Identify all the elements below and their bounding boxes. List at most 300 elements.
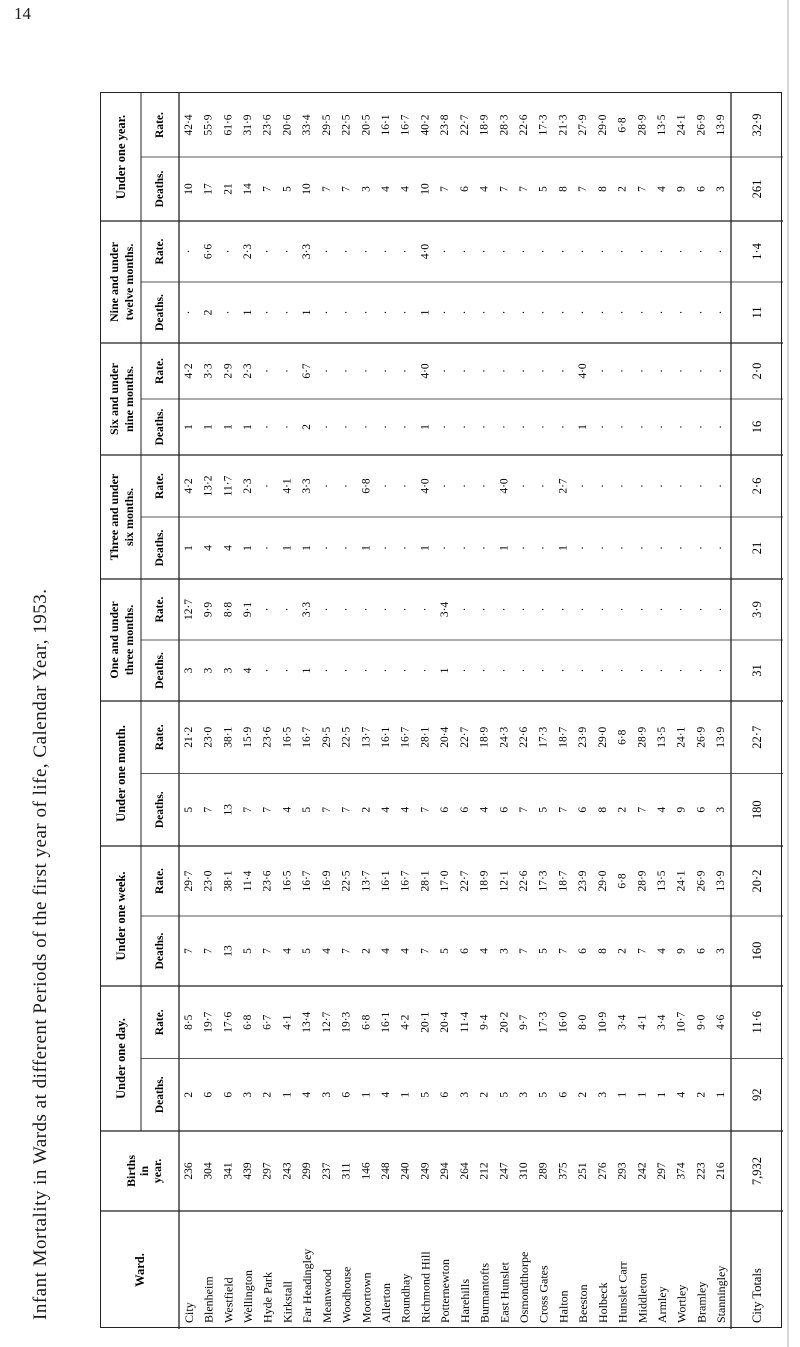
deaths-value: · [458, 668, 471, 673]
deaths-value: 6 [577, 948, 590, 954]
rate-value: 2·3 [242, 243, 254, 260]
table-title-container [30, 100, 51, 1320]
rate-value: 11·4 [458, 1011, 471, 1033]
deaths-value: 6 [498, 806, 511, 813]
deaths-value: 4 [202, 545, 215, 551]
rate-value: · [636, 484, 649, 488]
deaths-value: · [518, 425, 530, 429]
deaths-value: 1 [182, 424, 195, 430]
deaths-value: · [577, 546, 590, 550]
rate-value: 20·6 [281, 114, 294, 136]
deaths-value: · [261, 546, 274, 550]
deaths-total: 92 [750, 1088, 764, 1101]
rate-value: · [360, 369, 373, 373]
rate-value: 28·1 [419, 870, 432, 892]
rate-header: Rate. [154, 1009, 166, 1036]
births-value: 146 [360, 1162, 373, 1180]
rate-value: 23·9 [577, 726, 590, 748]
rate-value: · [537, 607, 550, 612]
deaths-value: 4 [399, 186, 412, 192]
group-label-line2: twelve months. [122, 243, 136, 321]
ward-name: Allerton [379, 1283, 393, 1323]
deaths-value: 7 [577, 186, 590, 192]
deaths-value: · [281, 310, 294, 315]
rate-value: 18·9 [478, 726, 491, 748]
deaths-value: · [261, 425, 274, 429]
rate-value: 13·4 [301, 1011, 314, 1033]
rate-value: 4·6 [715, 1014, 728, 1030]
rate-value: 17·0 [439, 870, 452, 892]
deaths-value: 7 [518, 186, 530, 192]
rate-value: 13·9 [715, 726, 728, 748]
deaths-value: 9 [675, 186, 688, 192]
deaths-value: 1 [242, 545, 254, 551]
rate-value: 24·1 [675, 726, 688, 748]
deaths-value: · [380, 668, 392, 673]
deaths-value: 7 [636, 948, 649, 954]
deaths-value: · [636, 425, 649, 429]
deaths-value: 6 [458, 186, 471, 192]
deaths-value: 13 [222, 804, 235, 816]
deaths-value: · [419, 668, 432, 673]
deaths-value: 5 [419, 1091, 432, 1098]
rate-value: · [261, 484, 274, 488]
births-value: 236 [182, 1162, 195, 1180]
rate-value: 16·1 [380, 870, 392, 892]
rate-value: · [675, 249, 688, 254]
births-value: 293 [616, 1162, 629, 1180]
rate-total: 22·7 [750, 725, 764, 749]
births-value: 247 [498, 1162, 511, 1180]
deaths-value: 4 [281, 806, 294, 813]
deaths-value: 4 [399, 948, 412, 954]
deaths-value: · [340, 310, 353, 315]
rate-value: 10·7 [675, 1011, 688, 1033]
rate-value: 6·7 [301, 363, 314, 379]
rate-total: 2·0 [750, 362, 764, 380]
rate-value: · [518, 484, 530, 488]
deaths-value: 5 [498, 1091, 511, 1098]
rate-value: 6·8 [616, 117, 629, 133]
rate-value: 17·3 [537, 726, 550, 748]
rate-value: 17·3 [537, 1011, 550, 1033]
rate-value: 4·2 [182, 478, 195, 494]
ward-name: City [181, 1302, 196, 1323]
rate-value: · [656, 249, 668, 254]
deaths-value: · [380, 425, 392, 429]
deaths-value: · [320, 425, 333, 429]
deaths-value: 6 [577, 806, 590, 813]
deaths-value: · [656, 425, 668, 429]
rate-value: 16·7 [399, 726, 412, 748]
births-value: 212 [478, 1162, 491, 1180]
rate-value: 6·7 [261, 1014, 274, 1030]
rate-value: · [478, 249, 491, 254]
deaths-value: 1 [399, 1091, 412, 1098]
rate-value: 13·9 [715, 870, 728, 892]
deaths-value: 4 [478, 806, 491, 813]
deaths-value: 4 [656, 806, 668, 813]
rate-value: 28·9 [636, 114, 649, 136]
births-value: 242 [636, 1162, 649, 1180]
ward-name: Cross Gates [536, 1265, 551, 1323]
deaths-value: · [695, 310, 708, 315]
rate-value: · [458, 607, 471, 612]
deaths-value: 4 [478, 948, 491, 954]
deaths-value: · [675, 425, 688, 429]
deaths-value: 1 [419, 545, 432, 551]
rate-value: 16·1 [380, 114, 392, 136]
deaths-value: · [281, 425, 294, 429]
rate-value: 4·0 [419, 243, 432, 260]
rate-value: 4·0 [419, 478, 432, 494]
rate-value: 3·3 [301, 601, 314, 618]
rate-value: 33·4 [301, 114, 314, 136]
deaths-value: · [537, 310, 550, 315]
rate-value: 29·0 [596, 726, 609, 748]
rate-value: · [656, 484, 668, 488]
deaths-value: 5 [537, 806, 550, 813]
group-label: Under one day. [114, 1018, 128, 1099]
rate-value: · [182, 249, 195, 254]
deaths-value: 7 [261, 186, 274, 192]
rate-value: 11·7 [222, 475, 235, 497]
deaths-value: 1 [715, 1091, 728, 1098]
rate-value: 6·8 [360, 1014, 373, 1030]
rate-header: Rate. [154, 473, 166, 499]
rate-value: 23·8 [439, 114, 452, 136]
deaths-header: Deaths. [154, 1076, 166, 1114]
rate-value: · [616, 484, 629, 488]
ward-name: Armley [655, 1286, 669, 1323]
rate-value: 20·2 [498, 1011, 511, 1033]
deaths-value: · [439, 425, 452, 429]
deaths-value: 1 [242, 309, 254, 316]
deaths-value: · [498, 668, 511, 673]
deaths-value: 1 [577, 424, 590, 430]
deaths-value: 7 [557, 948, 570, 954]
rate-value: · [399, 249, 412, 254]
ward-name: East Hunslet [497, 1262, 512, 1323]
deaths-value: 7 [518, 948, 530, 954]
deaths-value: 7 [320, 186, 333, 192]
rate-value: 2·7 [557, 478, 570, 494]
deaths-value: · [399, 668, 412, 673]
deaths-header: Deaths. [154, 932, 166, 970]
deaths-value: 7 [340, 186, 353, 192]
rate-value: · [419, 607, 432, 612]
rate-value: 22·5 [340, 870, 353, 892]
rate-value: 3·4 [656, 1014, 668, 1030]
deaths-value: 6 [458, 948, 471, 954]
deaths-value: · [439, 310, 452, 315]
rate-value: · [616, 607, 629, 612]
rate-value: · [636, 369, 649, 373]
deaths-value: 4 [380, 948, 392, 954]
deaths-value: · [636, 546, 649, 550]
deaths-value: 7 [518, 806, 530, 813]
deaths-value: · [498, 425, 511, 429]
deaths-value: · [596, 546, 609, 550]
deaths-value: · [261, 668, 274, 673]
rate-value: · [498, 607, 511, 612]
rate-value: 16·7 [301, 870, 314, 892]
deaths-value: 1 [656, 1091, 668, 1098]
rate-value: 22·7 [458, 114, 471, 136]
deaths-value: · [715, 425, 728, 429]
rate-value: 12·7 [320, 1011, 333, 1033]
deaths-value: 6 [695, 948, 708, 954]
ward-name: Beeston [576, 1284, 591, 1323]
rate-value: · [281, 369, 294, 373]
rate-value: 4·0 [577, 363, 590, 379]
rate-value: 23·6 [261, 114, 274, 136]
births-value: 289 [537, 1162, 550, 1180]
deaths-value: · [478, 546, 491, 550]
rate-value: · [320, 484, 333, 488]
rate-value: · [360, 607, 373, 612]
deaths-value: 1 [360, 545, 373, 551]
deaths-value: 6 [557, 1091, 570, 1098]
deaths-value: 7 [242, 806, 254, 813]
rate-value: 16·9 [320, 870, 333, 892]
deaths-value: · [675, 668, 688, 673]
deaths-value: 6 [695, 806, 708, 813]
deaths-value: 4 [675, 1091, 688, 1098]
deaths-value: 1 [202, 424, 215, 430]
deaths-value: · [458, 425, 471, 429]
ward-name: Middleton [635, 1273, 650, 1323]
group-label-line2: nine months. [122, 365, 136, 433]
rate-value: · [715, 249, 728, 254]
deaths-value: 8 [596, 186, 609, 192]
rate-value: 9·7 [518, 1014, 530, 1030]
rate-value: 8·8 [222, 601, 235, 618]
rate-total: 1·4 [750, 243, 764, 260]
rate-value: · [439, 484, 452, 488]
deaths-value: 2 [360, 948, 373, 954]
ward-header: Ward. [133, 1253, 147, 1287]
rate-value: 9·4 [478, 1014, 491, 1030]
rate-value: · [261, 249, 274, 254]
mortality-table-svg [101, 93, 783, 1329]
deaths-value: 5 [242, 948, 254, 954]
deaths-header: Deaths. [154, 529, 166, 567]
mortality-table [100, 92, 782, 1328]
deaths-header: Deaths. [154, 408, 166, 446]
deaths-value: · [656, 310, 668, 315]
rate-value: 26·9 [695, 870, 708, 892]
deaths-value: 1 [242, 424, 254, 430]
births-value: 243 [281, 1162, 294, 1180]
deaths-value: 4 [656, 948, 668, 954]
rate-value: · [675, 607, 688, 612]
rate-value: 6·6 [202, 243, 215, 260]
rate-value: · [616, 369, 629, 373]
deaths-value: 4 [320, 948, 333, 954]
births-value: 375 [557, 1162, 570, 1180]
deaths-value: 7 [340, 806, 353, 813]
rate-value: 13·5 [656, 726, 668, 748]
deaths-value: 1 [636, 1091, 649, 1098]
rate-value: 2·3 [242, 478, 254, 494]
births-value: 251 [577, 1162, 590, 1180]
deaths-value: · [380, 310, 392, 315]
deaths-total: 21 [750, 541, 764, 555]
deaths-value: · [518, 546, 530, 550]
deaths-value: 2 [182, 1091, 195, 1098]
ward-name: Stanningley [714, 1265, 729, 1323]
deaths-value: 5 [537, 1091, 550, 1098]
deaths-value: 8 [596, 948, 609, 954]
rate-value: · [656, 369, 668, 373]
births-total: 7,932 [750, 1156, 764, 1186]
births-value: 297 [656, 1162, 668, 1180]
births-value: 276 [596, 1162, 609, 1180]
deaths-value: 3 [320, 1091, 333, 1098]
deaths-value: 3 [182, 667, 195, 674]
rate-value: 18·7 [557, 726, 570, 748]
rate-value: · [695, 484, 708, 488]
rate-value: · [656, 607, 668, 612]
rate-value: · [518, 369, 530, 373]
rate-value: 42·4 [182, 114, 195, 136]
rate-value: 22·7 [458, 870, 471, 892]
deaths-value: · [518, 668, 530, 673]
deaths-value: 1 [182, 545, 195, 551]
births-value: 341 [222, 1162, 235, 1180]
deaths-value: 7 [636, 806, 649, 813]
rate-value: · [380, 484, 392, 488]
rate-value: 9·1 [242, 601, 254, 618]
deaths-value: 17 [202, 183, 215, 195]
rate-value: 16·7 [399, 870, 412, 892]
rate-value: 13·9 [715, 114, 728, 136]
deaths-value: · [261, 310, 274, 315]
deaths-value: 5 [182, 806, 195, 813]
rate-value: 8·5 [182, 1014, 195, 1030]
births-value: 264 [458, 1162, 471, 1180]
deaths-value: 10 [182, 183, 195, 195]
rate-value: · [596, 484, 609, 488]
group-label: Under one year. [114, 114, 128, 200]
rate-value: 22·6 [518, 870, 530, 892]
rate-value: 28·3 [498, 114, 511, 136]
rate-value: 20·1 [419, 1011, 432, 1033]
deaths-value: 5 [281, 186, 294, 192]
deaths-value: · [478, 668, 491, 673]
deaths-value: 5 [301, 806, 314, 813]
deaths-value: · [360, 310, 373, 315]
rate-value: 23·0 [202, 870, 215, 892]
deaths-value: · [577, 668, 590, 673]
deaths-value: 4 [301, 1091, 314, 1098]
deaths-value: 3 [498, 948, 511, 954]
deaths-value: · [340, 668, 353, 673]
rate-value: 11·4 [242, 870, 254, 892]
deaths-value: 1 [281, 1091, 294, 1098]
group-label-line2: six months. [122, 487, 136, 547]
ward-name: Wellington [241, 1269, 255, 1323]
rate-value: · [360, 249, 373, 254]
deaths-value: 7 [419, 948, 432, 954]
ward-name: Moortown [359, 1272, 374, 1323]
deaths-value: · [656, 668, 668, 673]
deaths-value: 4 [380, 186, 392, 192]
rate-value: 3·3 [301, 478, 314, 494]
rate-value: 6·8 [242, 1014, 254, 1030]
deaths-value: · [695, 425, 708, 429]
ward-name: Roundhay [398, 1273, 413, 1323]
rate-value: 24·1 [675, 870, 688, 892]
rate-value: 13·5 [656, 114, 668, 136]
deaths-value: 7 [439, 186, 452, 192]
rate-value: 28·1 [419, 726, 432, 748]
rate-value: · [675, 484, 688, 488]
rate-value: · [458, 249, 471, 254]
ward-name: Harehills [457, 1279, 472, 1323]
group-label-line2: three months. [122, 604, 136, 676]
deaths-value: · [616, 546, 629, 550]
group-label: Under one week. [114, 871, 128, 961]
deaths-value: · [320, 668, 333, 673]
births-value: 240 [399, 1162, 412, 1180]
rate-header: Rate. [154, 358, 166, 384]
deaths-value: 4 [222, 545, 235, 551]
rate-value: 3·3 [301, 243, 314, 260]
deaths-value: 5 [301, 948, 314, 954]
rate-value: · [596, 369, 609, 373]
deaths-value: 6 [695, 186, 708, 192]
deaths-value: · [320, 546, 333, 550]
rate-value: · [557, 249, 570, 254]
rate-value: 6·8 [616, 873, 629, 889]
rate-total: 3·9 [750, 601, 764, 618]
rate-value: 3·4 [616, 1014, 629, 1030]
rate-value: 4·2 [399, 1014, 412, 1030]
rate-value: · [518, 249, 530, 254]
rate-value: 20·4 [439, 726, 452, 748]
ward-name: Bramley [694, 1281, 709, 1323]
group-label-line1: Three and under [107, 473, 121, 561]
rate-value: · [596, 607, 609, 612]
deaths-value: 2 [301, 424, 314, 430]
deaths-value: · [281, 668, 294, 673]
rate-value: 16·1 [380, 726, 392, 748]
rate-value: 13·7 [360, 870, 373, 892]
deaths-value: · [557, 425, 570, 429]
deaths-value: · [498, 310, 511, 315]
ward-name: Meanwood [319, 1269, 334, 1323]
deaths-total: 180 [750, 800, 764, 820]
deaths-value: · [715, 310, 728, 315]
rate-value: · [380, 369, 392, 373]
rate-value: · [478, 484, 491, 488]
deaths-value: 10 [301, 183, 314, 195]
rate-value: 18·9 [478, 870, 491, 892]
rate-value: 16·0 [557, 1011, 570, 1033]
rate-header: Rate. [154, 724, 166, 751]
rate-value: · [715, 484, 728, 488]
deaths-value: 3 [360, 186, 373, 192]
births-value: 294 [439, 1162, 452, 1180]
deaths-value: 1 [419, 309, 432, 316]
deaths-value: 1 [557, 545, 570, 551]
deaths-value: · [675, 546, 688, 550]
rate-value: 21·2 [182, 726, 195, 748]
rate-value: · [577, 607, 590, 612]
deaths-value: 5 [537, 186, 550, 192]
